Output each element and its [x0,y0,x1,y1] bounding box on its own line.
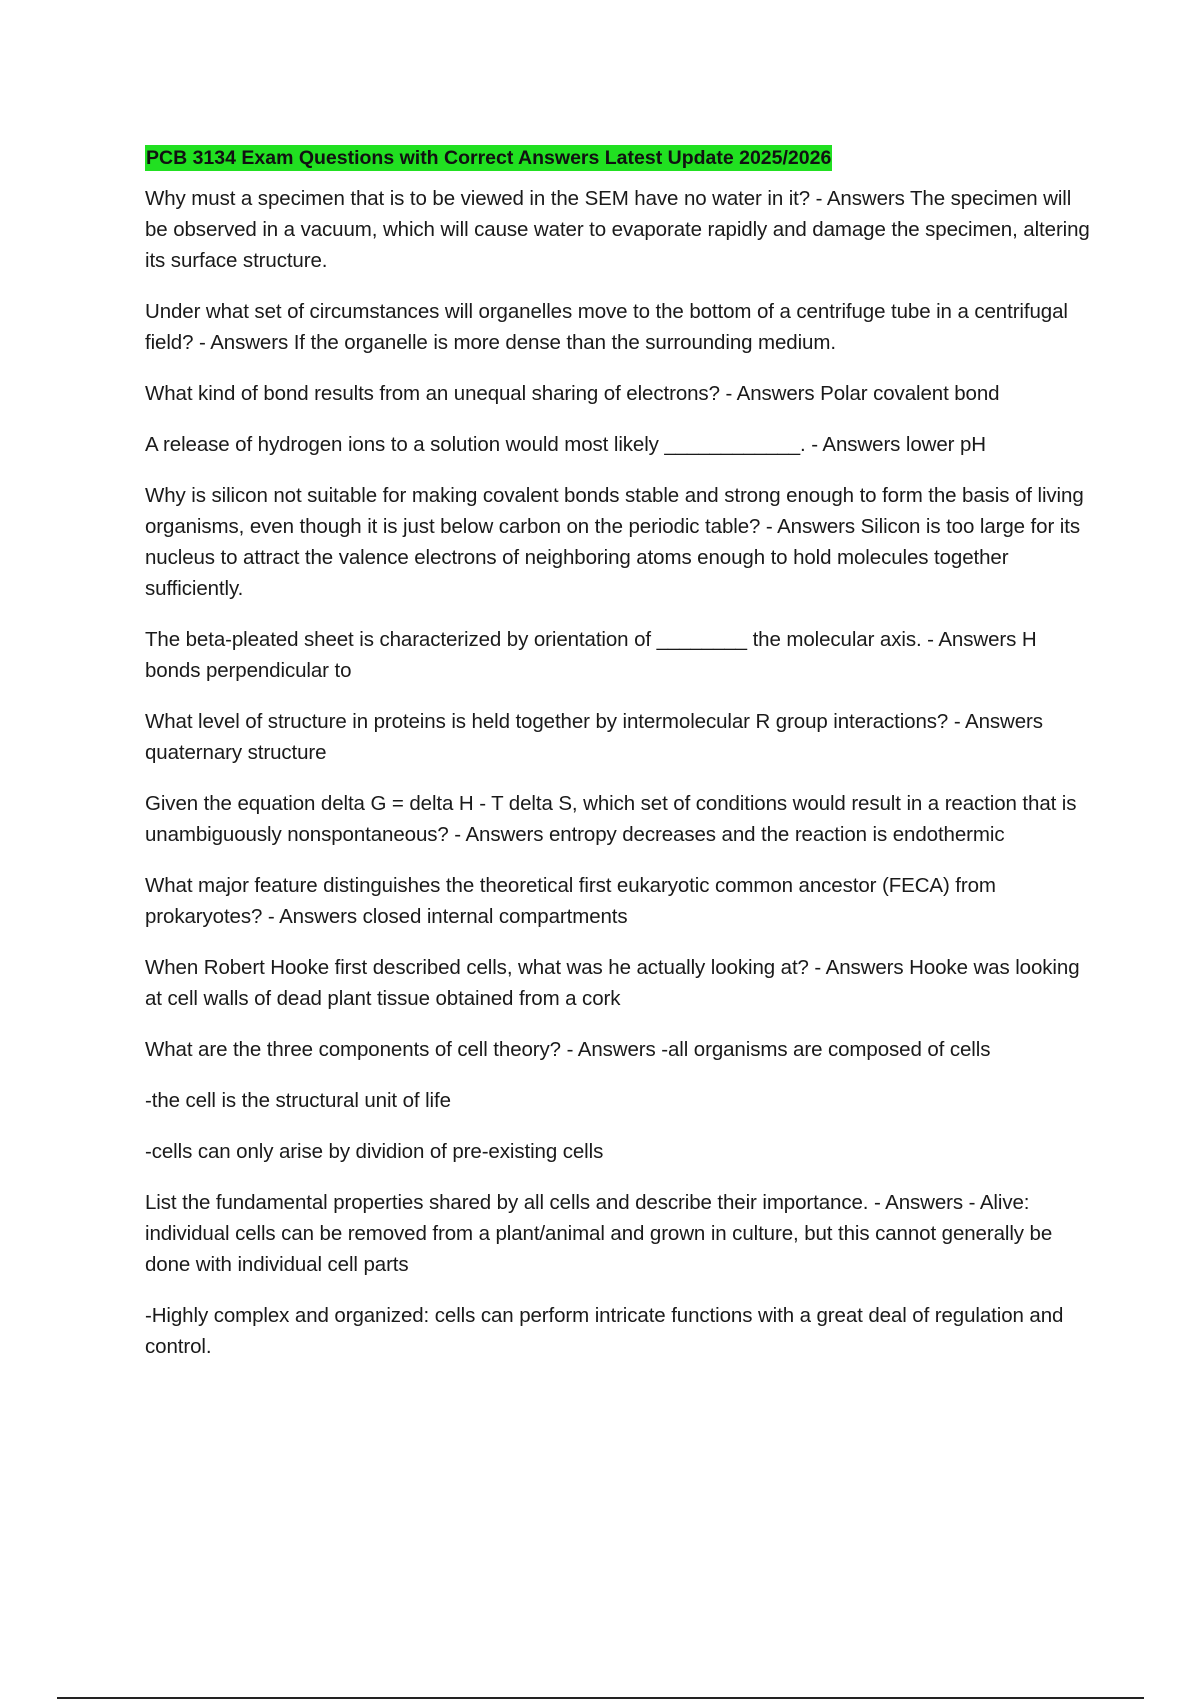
qa-paragraph-8: Given the equation delta G = delta H - T delta S, which set of conditions would result in a reaction that is unambiguously nonspontaneous? - Answers entropy decreases and the reaction is endothermic [145,792,1077,846]
qa-paragraph-3: What kind of bond results from an unequal sharing of electrons? - Answers Polar covalent bond [145,382,1000,405]
qa-paragraph-14: List the fundamental properties shared by all cells and describe their importance. - Answers - Alive: individual cells can be removed from a plant/animal and grown in culture, but this cannot generally be done with individual cell parts [145,1191,1053,1276]
qa-paragraph-11: What are the three components of cell theory? - Answers -all organisms are composed of cells [145,1038,991,1061]
qa-paragraph-7: What level of structure in proteins is held together by intermolecular R group interactions? - Answers quaternary structure [145,710,1043,764]
qa-paragraph-5: Why is silicon not suitable for making covalent bonds stable and strong enough to form the basis of living organisms, even though it is just below carbon on the periodic table? - Answers Silicon is too large for its nucleus to attract the valence electrons of neighboring atoms enough to hold molecules together sufficiently. [145,484,1084,600]
qa-paragraph-10: When Robert Hooke first described cells, what was he actually looking at? - Answers Hooke was looking at cell walls of dead plant tissue obtained from a cork [145,956,1080,1010]
document-title: PCB 3134 Exam Questions with Correct Answers Latest Update 2025/2026 [146,147,832,169]
qa-paragraph-12: -the cell is the structural unit of life [145,1089,451,1112]
qa-paragraph-1: Why must a specimen that is to be viewed in the SEM have no water in it? - Answers The specimen will be observed in a vacuum, which will cause water to evaporate rapidly and damage the specimen, altering its surface structure. [145,187,1090,272]
qa-paragraph-9: What major feature distinguishes the theoretical first eukaryotic common ancestor (FECA) from prokaryotes? - Answers closed internal compartments [145,874,996,928]
qa-paragraph-6: The beta-pleated sheet is characterized by orientation of ________ the molecular axis. - Answers H bonds perpendicular to [145,628,1037,682]
document-body [145,145,1095,1382]
qa-paragraph-2: Under what set of circumstances will organelles move to the bottom of a centrifuge tube in a centrifugal field? - Answers If the organelle is more dense than the surrounding medium. [145,300,1068,354]
page-bottom-rule [57,1697,1144,1699]
qa-paragraph-4: A release of hydrogen ions to a solution would most likely ____________. - Answers lower pH [145,433,987,456]
qa-paragraph-13: -cells can only arise by dividion of pre-existing cells [145,1140,604,1163]
qa-paragraph-15: -Highly complex and organized: cells can perform intricate functions with a great deal of regulation and control. [145,1304,1064,1358]
